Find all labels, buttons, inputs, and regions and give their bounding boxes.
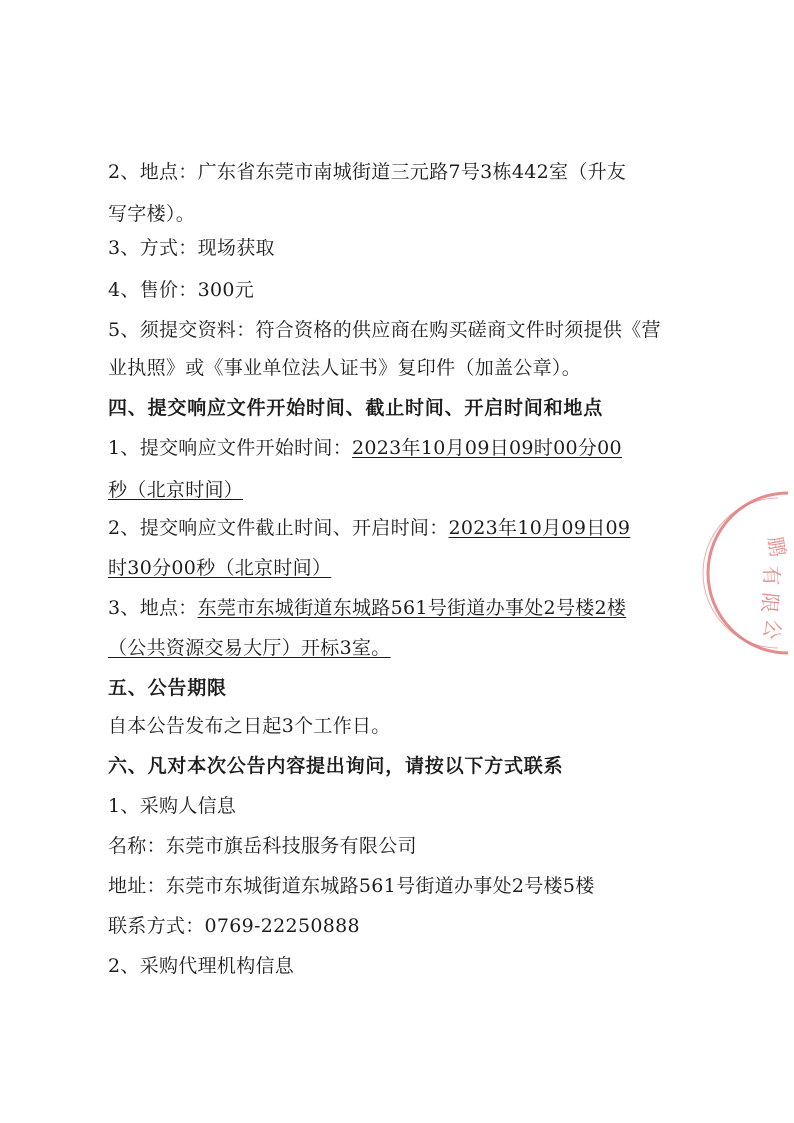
start-time-value: 2023年10月09日09时00分00 — [352, 437, 622, 459]
place-label: 3、地点： — [108, 597, 198, 619]
svg-text:公: 公 — [758, 616, 787, 643]
section-six-heading: 六、凡对本次公告内容提出询问，请按以下方式联系 — [108, 755, 564, 777]
deadline-item-continued — [108, 556, 698, 580]
purchaser-name: 名称：东莞市旗岳科技服务有限公司 — [108, 835, 417, 857]
materials-item-continued: 业执照》或《事业单位法人证书》复印件（加盖公章）。 — [108, 357, 582, 379]
purchaser-contact: 联系方式：0769-22250888 — [108, 915, 360, 937]
deadline-value: 2023年10月09日09 — [448, 517, 631, 539]
svg-text:限: 限 — [756, 591, 783, 614]
purchaser-address: 地址：东莞市东城街道东城路561号街道办事处2号楼5楼 — [108, 875, 595, 897]
place-value-continued: （公共资源交易大厅）开标3室。 — [108, 637, 391, 659]
start-time-item-continued — [108, 478, 698, 502]
start-time-value-continued: 秒（北京时间） — [108, 479, 244, 501]
svg-text:鹏: 鹏 — [763, 534, 791, 559]
start-time-item — [108, 436, 698, 460]
section-five-heading: 五、公告期限 — [108, 677, 227, 699]
place-value: 东莞市东城街道东城路561号街道办事处2号楼2楼 — [197, 597, 627, 619]
materials-item: 5、须提交资料：符合资格的供应商在购买磋商文件时须提供《营 — [108, 319, 661, 341]
deadline-value-continued: 时30分00秒（北京时间） — [108, 557, 332, 579]
company-seal-stamp — [748, 488, 794, 658]
section-four-heading: 四、提交响应文件开始时间、截止时间、开启时间和地点 — [108, 397, 604, 419]
location-item-continued: 写字楼）。 — [108, 203, 196, 225]
deadline-item — [108, 516, 698, 540]
agency-title: 2、采购代理机构信息 — [108, 955, 295, 977]
announcement-period-text: 自本公告发布之日起3个工作日。 — [108, 715, 391, 737]
location-item: 2、地点：广东省东莞市南城街道三元路7号3栋442室（升友 — [108, 161, 627, 183]
purchaser-title: 1、采购人信息 — [108, 795, 237, 817]
svg-text:有: 有 — [759, 565, 784, 587]
deadline-label: 2、提交响应文件截止时间、开启时间： — [108, 517, 449, 539]
place-item-continued — [108, 636, 698, 660]
start-time-label: 1、提交响应文件开始时间： — [108, 437, 352, 459]
place-item — [108, 596, 698, 620]
price-item: 4、售价：300元 — [108, 279, 255, 301]
method-item: 3、方式：现场获取 — [108, 237, 275, 259]
